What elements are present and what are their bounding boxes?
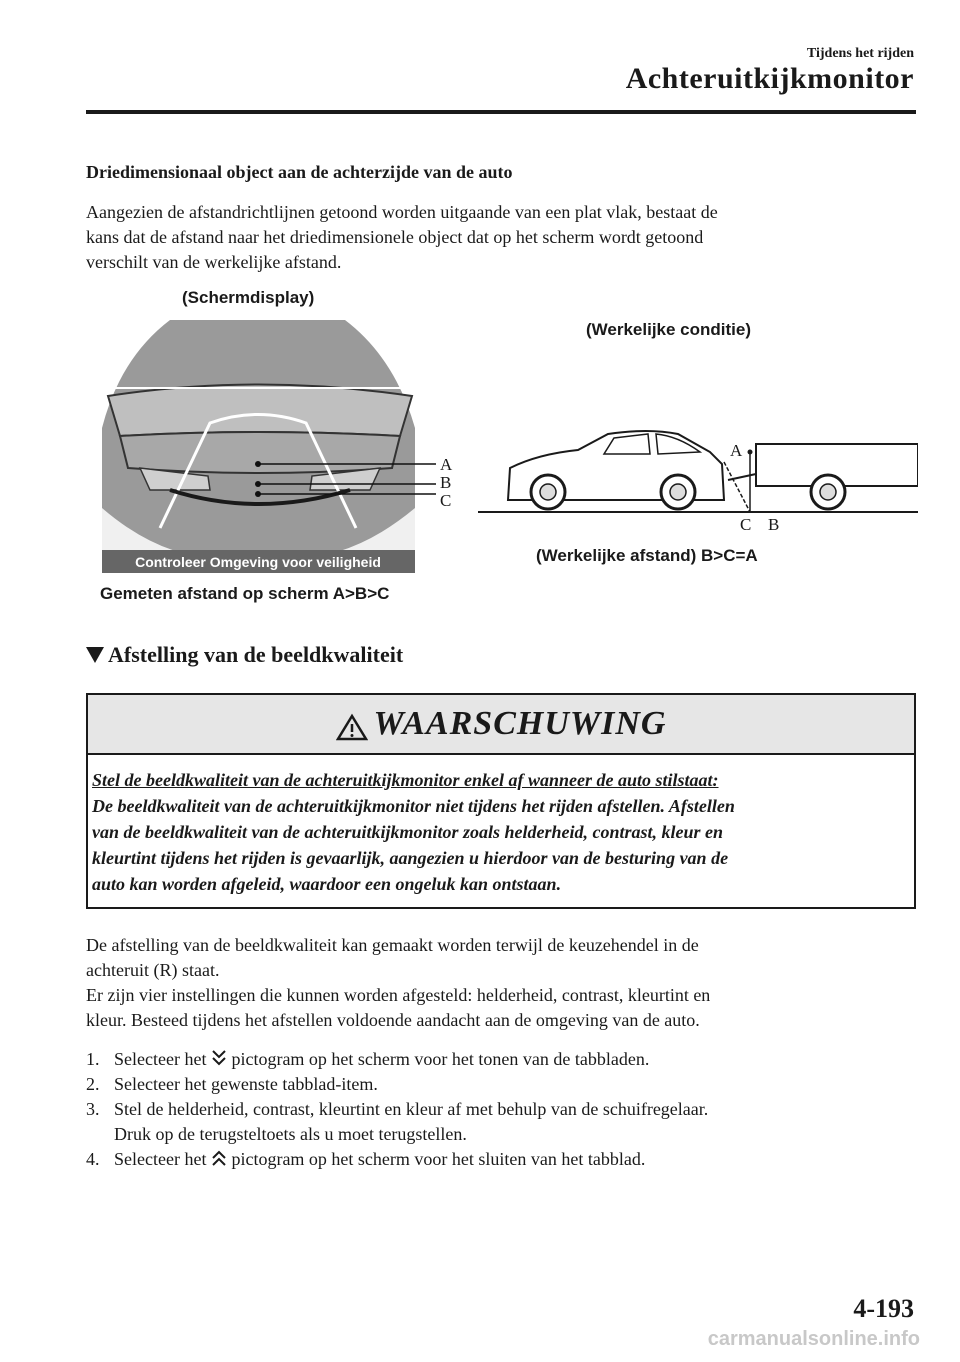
label-a: A	[440, 455, 453, 474]
car-hub	[670, 484, 686, 500]
header-divider	[86, 110, 916, 114]
body-line: kans dat de afstand naar het driedimensionele object dat op het scherm wordt getoond	[86, 227, 704, 247]
warning-header	[88, 695, 914, 755]
body-line: De afstelling van de beeldkwaliteit kan gemaakt worden terwijl de keuzehendel in de	[86, 935, 699, 955]
page-number: 4-193	[853, 1294, 914, 1323]
watermark: carmanualsonline.info	[707, 1328, 920, 1350]
triangle-bullet-icon	[86, 647, 104, 663]
label-b: B	[440, 473, 452, 492]
step-text-post: pictogram op het scherm voor het tonen van de tabbladen.	[231, 1049, 650, 1069]
real-distance-caption: (Werkelijke afstand) B>C=A	[536, 546, 758, 565]
step-text-pre: Selecteer het	[114, 1049, 207, 1069]
list-item	[86, 1097, 916, 1147]
screen-banner-text: Controleer Omgeving voor veiligheid	[135, 554, 381, 570]
point-a	[748, 450, 753, 455]
bumper-lower	[120, 432, 400, 473]
body-line: achteruit (R) staat.	[86, 960, 220, 980]
header-section: Tijdens het rijden	[806, 46, 914, 61]
warning-emphasis: Stel de beeldkwaliteit van de achteruitkijkmonitor enkel af wanneer de auto stilstaat:	[92, 770, 719, 790]
body-line: verschilt van de werkelijke afstand.	[86, 252, 342, 272]
label-a: A	[730, 441, 743, 460]
step-number: 1.	[86, 1049, 100, 1069]
section-1-body	[86, 200, 916, 275]
screen-distance-caption: Gemeten afstand op scherm A>B>C	[100, 584, 390, 603]
warning-title: WAARSCHUWING	[373, 705, 667, 742]
label-c: C	[740, 515, 752, 534]
warning-line: auto kan worden afgeleid, waardoor een ongeluk kan ontstaan.	[92, 874, 562, 894]
section-heading-image-quality	[86, 642, 403, 668]
chevron-up-double-icon	[211, 1149, 227, 1167]
camera-screen-illustration	[100, 318, 460, 576]
real-condition-illustration	[478, 420, 918, 540]
warning-body	[92, 767, 907, 897]
step-text-post: pictogram op het scherm voor het sluiten van het tabblad.	[231, 1149, 646, 1169]
trailer-hub	[820, 484, 836, 500]
body-line: Er zijn vier instellingen die kunnen worden afgesteld: helderheid, contrast, kleurtint en	[86, 985, 711, 1005]
page-title: Achteruitkijkmonitor	[625, 62, 914, 95]
step-text: Selecteer het gewenste tabblad-item.	[114, 1074, 378, 1094]
label-c: C	[440, 491, 452, 510]
body-line: Aangezien de afstandrichtlijnen getoond worden uitgaande van een plat vlak, bestaat de	[86, 202, 718, 222]
step-number: 4.	[86, 1149, 100, 1169]
warning-box	[86, 693, 916, 909]
list-item	[86, 1072, 916, 1097]
sight-line	[724, 462, 750, 512]
steps-list	[86, 1047, 916, 1172]
car-hub	[540, 484, 556, 500]
section-3-body	[86, 933, 916, 1033]
warning-triangle-icon	[336, 713, 368, 741]
step-number: 3.	[86, 1099, 100, 1119]
section-heading-3d-object: Driedimensionaal object aan de achterzijde van de auto	[86, 162, 513, 182]
rear-bumper	[108, 385, 412, 437]
warning-line: van de beeldkwaliteit van de achteruitkijkmonitor zoals helderheid, contrast, kleur en	[92, 822, 724, 842]
real-condition-caption: (Werkelijke conditie)	[586, 320, 752, 339]
step-text-pre: Selecteer het	[114, 1149, 207, 1169]
chevron-down-double-icon	[211, 1049, 227, 1067]
label-b: B	[768, 515, 780, 534]
step-text: Stel de helderheid, contrast, kleurtint en kleur af met behulp van de schuifregelaar.	[114, 1099, 709, 1119]
list-item	[86, 1047, 916, 1072]
warning-line: kleurtint tijdens het rijden is gevaarlijk, aangezien u hierdoor van de besturing van de	[92, 848, 729, 868]
step-text-continued: Druk op de terugsteltoets als u moet terugstellen.	[114, 1124, 467, 1144]
list-item	[86, 1147, 916, 1172]
screen-display-caption: (Schermdisplay)	[182, 288, 315, 307]
section-heading-text: Afstelling van de beeldkwaliteit	[108, 642, 404, 667]
step-number: 2.	[86, 1074, 100, 1094]
warning-line: De beeldkwaliteit van de achteruitkijkmonitor niet tijdens het rijden afstellen. Afstellen	[92, 796, 735, 816]
body-line: kleur. Besteed tijdens het afstellen voldoende aandacht aan de omgeving van de auto.	[86, 1010, 700, 1030]
